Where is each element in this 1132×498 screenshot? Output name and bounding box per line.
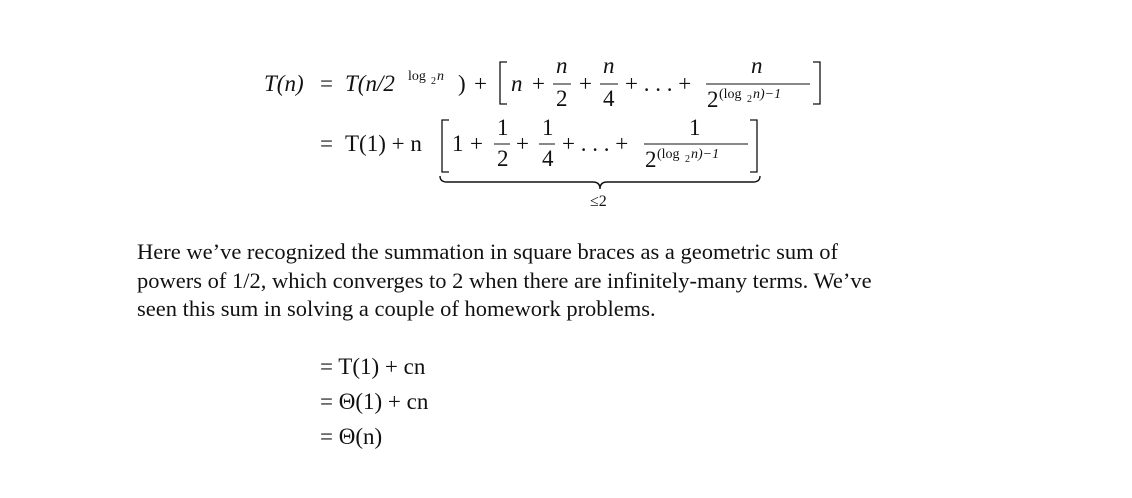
ellipsis-plus-2: + . . . +	[562, 131, 629, 156]
plus-sign-4: +	[470, 131, 483, 156]
final-equation-line-3: = Θ(n)	[320, 424, 383, 449]
explanation-paragraph	[137, 238, 951, 324]
derivation-equations	[0, 0, 1132, 220]
plus-sign-2: +	[532, 71, 545, 96]
ellipsis-plus-1: + . . . +	[625, 71, 692, 96]
last-frac2-den-exp-sub: 2	[685, 154, 690, 165]
left-square-bracket-1	[500, 62, 507, 104]
frac-n-over-4-num: n	[603, 53, 615, 78]
right-square-bracket-1	[813, 62, 820, 104]
term-T-n-over: T(n/2	[345, 71, 395, 96]
last-frac2-den-exp-tail: n)−1	[691, 147, 720, 162]
equals-sign-1: =	[320, 71, 333, 96]
paragraph-line-3: seen this sum in solving a couple of homework problems.	[137, 296, 656, 321]
frac-1-over-2-den: 2	[497, 146, 509, 171]
paragraph-line-2: powers of 1/2, which converges to 2 when there are infinitely-many terms. We’ve	[137, 267, 872, 293]
exponent-log-base: 2	[431, 76, 436, 87]
equation-line-2	[320, 115, 760, 210]
lhs-T-n: T(n)	[264, 71, 304, 96]
term-T1-plus-n: T(1) + n	[345, 131, 422, 156]
last-frac2-num: 1	[689, 115, 701, 140]
paragraph-line-1: Here we’ve recognized the summation in square braces as a geometric sum of	[137, 239, 838, 264]
left-square-bracket-2	[442, 120, 449, 172]
last-frac-den-base: 2	[707, 87, 719, 112]
underbrace-label: ≤2	[590, 193, 607, 210]
underbrace	[440, 176, 760, 189]
exponent-var: n	[437, 69, 444, 84]
frac-n-over-2-den: 2	[556, 86, 568, 111]
last-frac-num: n	[751, 53, 763, 78]
final-equation-line-1: = T(1) + cn	[320, 354, 426, 379]
frac-n-over-2-num: n	[556, 53, 568, 78]
equals-sign-2: =	[320, 131, 333, 156]
frac-1-over-4-num: 1	[542, 115, 554, 140]
last-frac-den-exp: (log	[719, 87, 742, 102]
last-frac2-den-base: 2	[645, 147, 657, 172]
plus-sign-1: +	[474, 71, 487, 96]
term1-close-paren: )	[458, 71, 466, 96]
frac-n-over-4-den: 4	[603, 86, 615, 111]
right-square-bracket-2	[750, 120, 757, 172]
plus-sign-3: +	[579, 71, 592, 96]
last-frac2-den-exp: (log	[657, 147, 680, 162]
plus-sign-5: +	[516, 131, 529, 156]
frac-1-over-2-num: 1	[497, 115, 509, 140]
exponent-log: log	[408, 69, 426, 84]
last-frac-den-exp-tail: n)−1	[753, 87, 782, 102]
frac-1-over-4-den: 4	[542, 146, 554, 171]
term-one: 1	[452, 131, 464, 156]
equation-line-1	[264, 53, 820, 112]
final-equation-line-2: = Θ(1) + cn	[320, 389, 429, 414]
last-frac-den-exp-sub: 2	[747, 94, 752, 105]
term-n: n	[511, 71, 523, 96]
